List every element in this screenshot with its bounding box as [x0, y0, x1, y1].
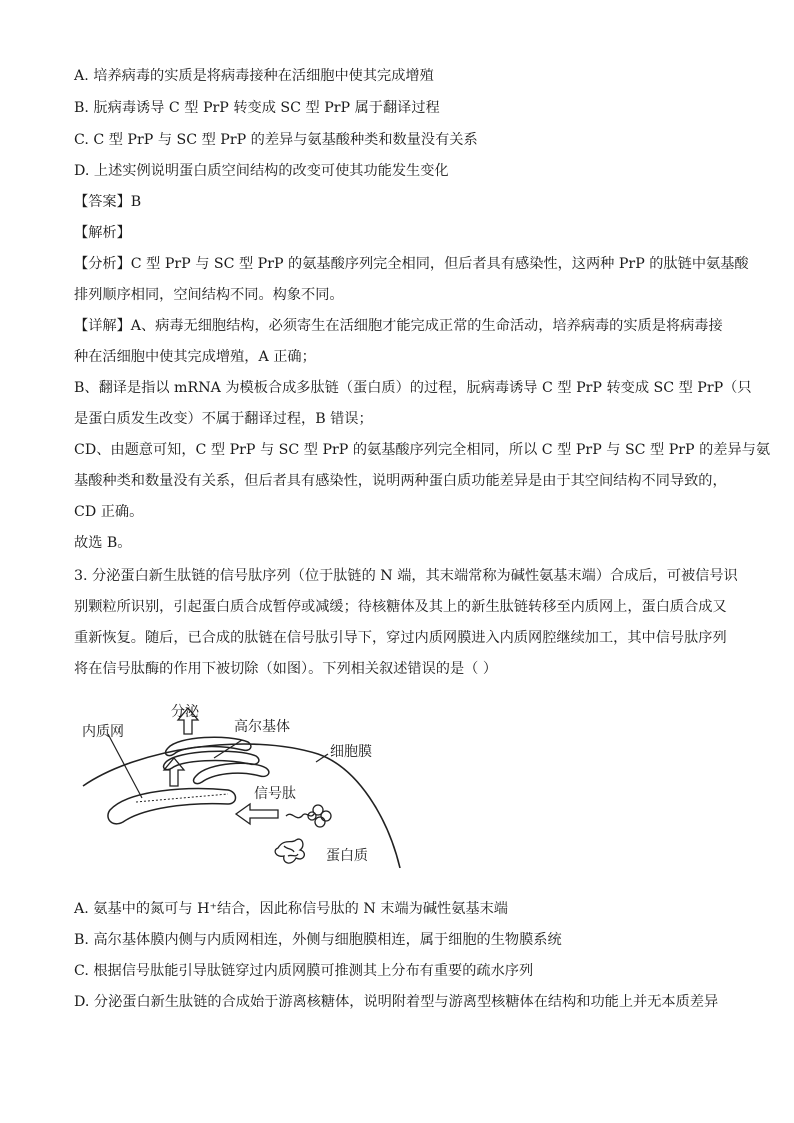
analysis-line: 【详解】A、病毒无细胞结构，必须寄生在活细胞才能完成正常的生命活动，培养病毒的实质是将病毒接: [74, 318, 723, 334]
label-secretion: 分泌: [171, 704, 199, 720]
analysis-line: 种在活细胞中使其完成增殖，A 正确；: [74, 349, 316, 365]
analysis-line: 是蛋白质发生改变）不属于翻译过程，B 错误；: [74, 411, 373, 427]
folded-protein: [275, 839, 304, 863]
q3-option-a: A. 氨基中的氮可与 H⁺结合，因此称信号肽的 N 末端为碱性氨基末端: [74, 901, 508, 917]
label-signal-peptide: 信号肽: [254, 786, 296, 802]
golgi-cisterna: [194, 763, 269, 783]
er-membrane-detail: [136, 794, 228, 802]
analysis-line: 排列顺序相同，空间结构不同。构象不同。: [74, 287, 344, 303]
analysis-line: 故选 B。: [74, 535, 132, 551]
option-b: B. 朊病毒诱导 C 型 PrP 转变成 SC 型 PrP 属于翻译过程: [74, 100, 440, 116]
option-c: C. C 型 PrP 与 SC 型 PrP 的差异与氨基酸种类和数量没有关系: [74, 132, 478, 148]
analysis-line: CD、由题意可知，C 型 PrP 与 SC 型 PrP 的氨基酸序列完全相同，所以 C 型 PrP 与 SC 型 PrP 的差异与氨: [74, 442, 771, 458]
question-stem-line: 重新恢复。随后，已合成的肽链在信号肽引导下，穿过内质网膜进入内质网腔继续加工，其中信号肽序列: [74, 630, 727, 646]
ribosome-subunit: [321, 811, 331, 821]
label-golgi: 高尔基体: [234, 719, 290, 735]
analysis-line: CD 正确。: [74, 504, 144, 520]
ribosome-subunit: [315, 817, 325, 827]
answer-label: 【答案】B: [74, 194, 142, 210]
q3-option-c: C. 根据信号肽能引导肽链穿过内质网膜可推测其上分布有重要的疏水序列: [74, 963, 534, 979]
analysis-label: 【解析】: [74, 225, 131, 241]
option-d: D. 上述实例说明蛋白质空间结构的改变可使其功能发生变化: [74, 163, 449, 179]
er-to-golgi-arrow: [164, 758, 184, 786]
analysis-line: B、翻译是指以 mRNA 为模板合成多肽链（蛋白质）的过程，朊病毒诱导 C 型 PrP 转变成 SC 型 PrP（只: [74, 380, 752, 396]
option-a: A. 培养病毒的实质是将病毒接种在活细胞中使其完成增殖: [74, 68, 434, 84]
golgi-cisterna: [166, 737, 251, 755]
endoplasmic-reticulum: [108, 789, 236, 824]
analysis-line: 基酸种类和数量没有关系，但后者具有感染性，说明两种蛋白质功能差异是由于其空间结构不同导致的，: [74, 473, 727, 489]
secretion-diagram: [78, 698, 408, 878]
label-protein: 蛋白质: [326, 848, 368, 864]
q3-option-b: B. 高尔基体膜内侧与内质网相连，外侧与细胞膜相连，属于细胞的生物膜系统: [74, 932, 562, 948]
signal-peptide-chain: [286, 814, 314, 818]
q3-option-d: D. 分泌蛋白新生肽链的合成始于游离核糖体，说明附着型与游离型核糖体在结构和功能上并无本质差异: [74, 994, 719, 1010]
question-stem-line: 3. 分泌蛋白新生肽链的信号肽序列（位于肽链的 N 端，其末端常称为碱性氨基末端）合成后，可被信号识: [74, 568, 738, 584]
question-stem-line: 别颗粒所识别，引起蛋白质合成暂停或减缓；待核糖体及其上的新生肽链转移至内质网上，蛋白质合成又: [74, 599, 727, 615]
label-er: 内质网: [82, 724, 124, 740]
label-cell-membrane: 细胞膜: [330, 744, 372, 760]
analysis-line: 【分析】C 型 PrP 与 SC 型 PrP 的氨基酸序列完全相同，但后者具有感染性，这两种 PrP 的肽链中氨基酸: [74, 256, 749, 272]
er-pointer: [108, 734, 142, 798]
question-stem-line: 将在信号肽酶的作用下被切除（如图）。下列相关叙述错误的是（ ）: [74, 661, 498, 677]
signal-peptide-arrow: [236, 804, 278, 824]
